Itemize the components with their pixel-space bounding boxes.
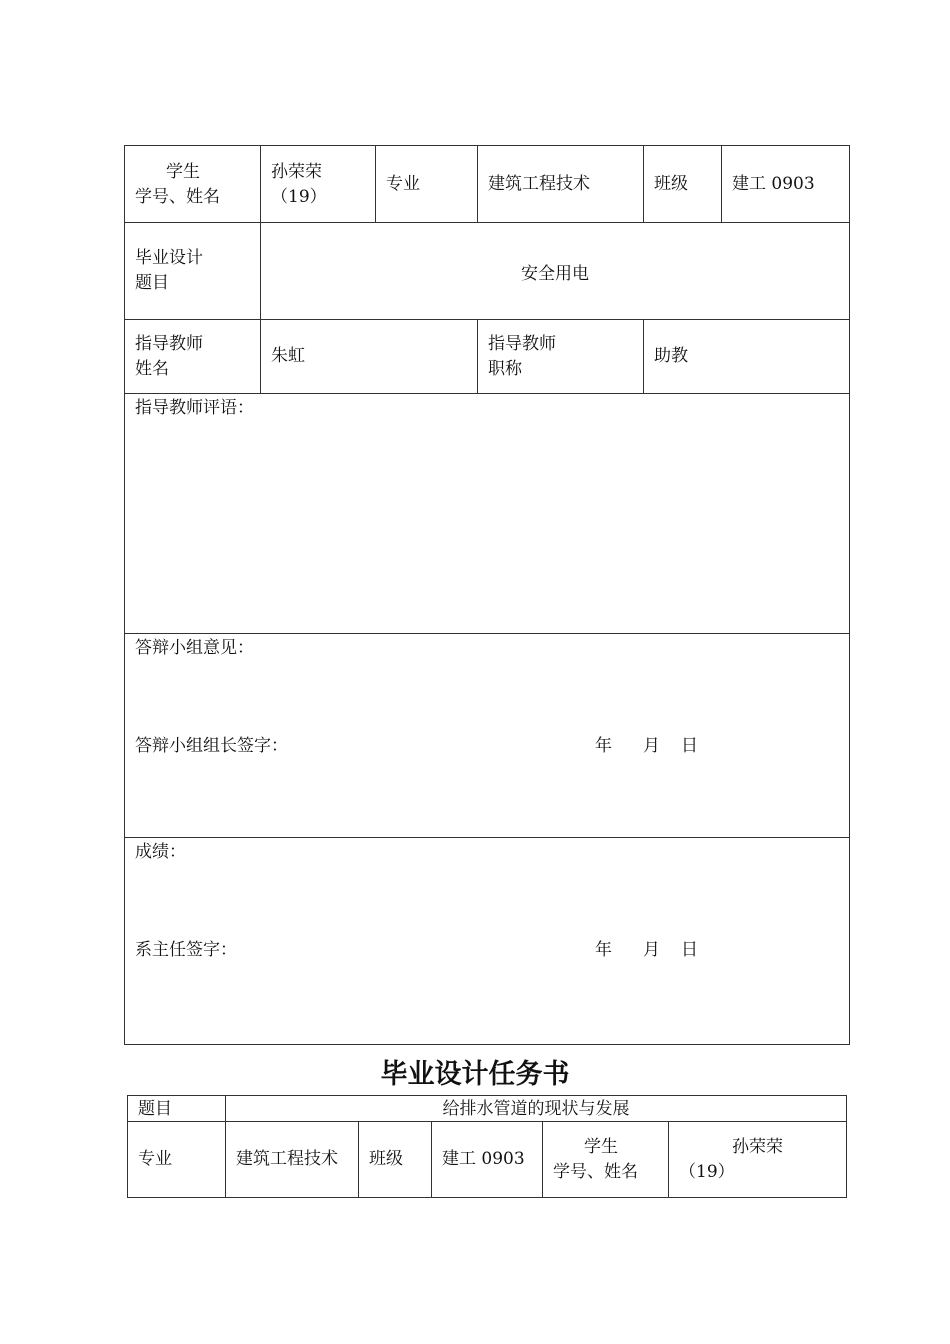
student-name: 孙荣荣	[271, 162, 322, 182]
major-label: 专业	[386, 173, 420, 194]
task-student-label-cell	[543, 1122, 669, 1198]
class-value-cell	[722, 146, 850, 223]
dept-head-sign-label: 系主任签字：	[135, 940, 237, 960]
class-label: 班级	[654, 173, 688, 194]
major-label-cell	[376, 146, 478, 223]
defense-date-month: 月	[643, 736, 660, 756]
task-class-label-cell	[359, 1122, 432, 1198]
defense-leader-sign-label: 答辩小组组长签字：	[135, 736, 288, 756]
defense-date-day: 日	[681, 736, 698, 756]
task-class-value: 建工 0903	[442, 1149, 525, 1169]
advisor-title-cell	[644, 320, 850, 394]
student-number: （19）	[271, 187, 327, 207]
task-book-table	[127, 1095, 847, 1198]
student-id-label-cell	[125, 146, 261, 223]
task-topic-value-cell	[226, 1096, 847, 1122]
task-student-label-line2: 学号、姓名	[553, 1161, 638, 1182]
advisor-title: 助教	[654, 346, 688, 366]
class-label-cell	[644, 146, 722, 223]
advisor-title-label-line1: 指导教师	[488, 333, 556, 354]
dept-head-date-month: 月	[643, 940, 660, 960]
advisor-label-cell	[125, 320, 261, 394]
task-student-label-line1: 学生	[584, 1136, 618, 1157]
review-form-table	[124, 145, 850, 1045]
topic-label-line2: 题目	[135, 273, 169, 293]
task-class-label: 班级	[369, 1149, 403, 1169]
advisor-name: 朱虹	[271, 346, 305, 366]
advisor-label-line2: 姓名	[135, 358, 169, 379]
grade-label: 成绩：	[135, 842, 186, 862]
task-topic-value: 给排水管道的现状与发展	[442, 1098, 630, 1119]
dept-head-date-day: 日	[681, 940, 698, 960]
advisor-comment-label: 指导教师评语：	[135, 398, 254, 418]
task-major-label: 专业	[138, 1149, 172, 1169]
student-id-label-line1: 学生	[166, 162, 200, 182]
task-topic-label: 题目	[138, 1098, 172, 1119]
topic-label-line1: 毕业设计	[135, 248, 203, 268]
grade-cell	[125, 838, 850, 1045]
topic-value-cell	[261, 223, 850, 320]
class-value: 建工 0903	[732, 173, 815, 194]
task-student-number: （19）	[679, 1161, 735, 1182]
major-value: 建筑工程技术	[488, 173, 590, 194]
task-book-title: 毕业设计任务书	[380, 1059, 570, 1090]
student-name-cell	[261, 146, 376, 223]
task-student-name: 孙荣荣	[732, 1136, 784, 1157]
major-value-cell	[478, 146, 644, 223]
task-major-value-cell	[226, 1122, 359, 1198]
defense-opinion-cell	[125, 634, 850, 838]
task-topic-label-cell	[128, 1096, 226, 1122]
dept-head-date	[595, 938, 698, 963]
dept-head-date-year: 年	[595, 940, 612, 960]
task-major-value: 建筑工程技术	[236, 1149, 338, 1169]
topic-label-cell	[125, 223, 261, 320]
topic-value: 安全用电	[521, 263, 589, 284]
defense-date-year: 年	[595, 736, 612, 756]
task-student-name-cell	[669, 1122, 847, 1198]
advisor-title-label-line2: 职称	[488, 358, 522, 379]
defense-date	[595, 734, 698, 759]
advisor-comment-cell	[125, 394, 850, 634]
task-class-value-cell	[432, 1122, 543, 1198]
defense-opinion-label: 答辩小组意见：	[135, 638, 254, 658]
student-id-label-line2: 学号、姓名	[135, 187, 220, 207]
advisor-title-label-cell	[478, 320, 644, 394]
task-major-label-cell	[128, 1122, 226, 1198]
advisor-label-line1: 指导教师	[135, 333, 203, 354]
advisor-name-cell	[261, 320, 478, 394]
